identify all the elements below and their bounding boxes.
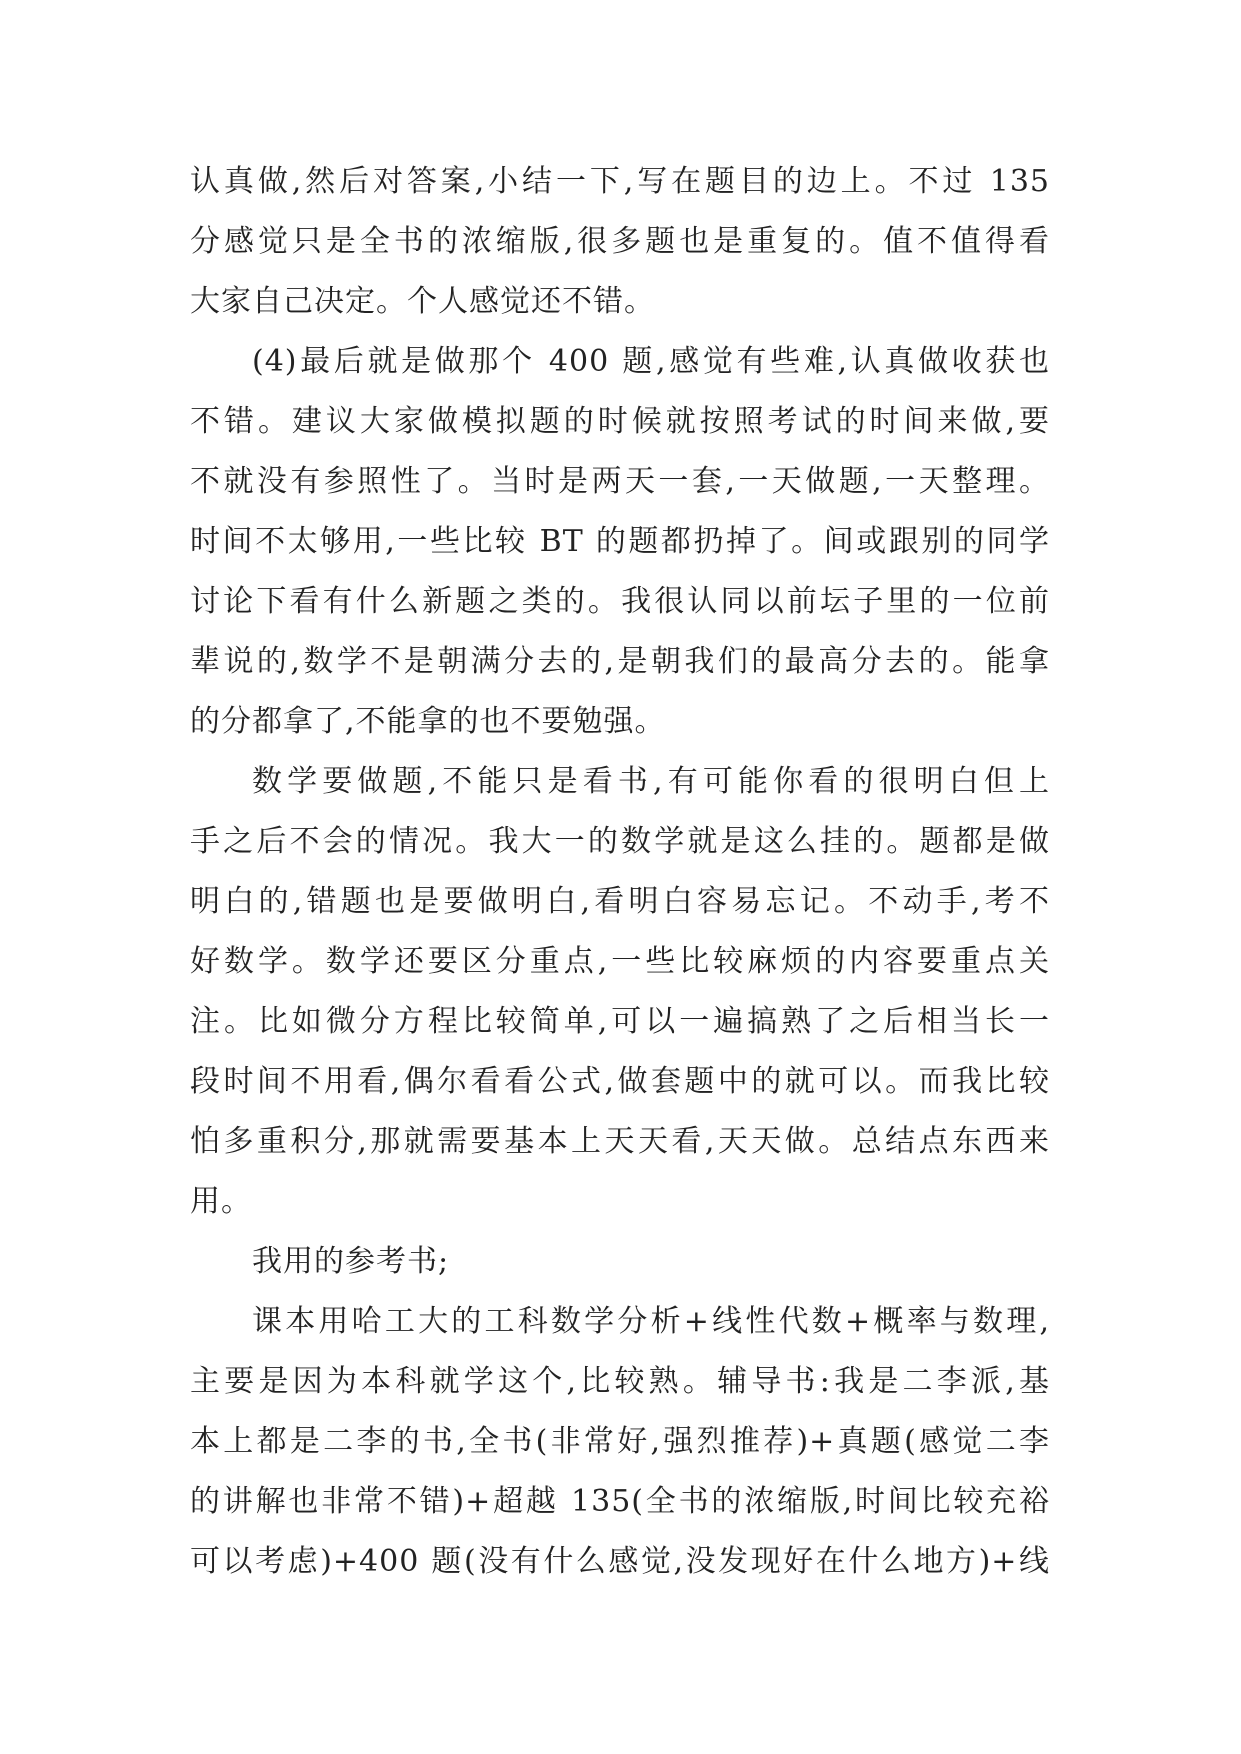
text-line: 的讲解也非常不错)+超越 135(全书的浓缩版,时间比较充裕 — [190, 1484, 1050, 1519]
text-line: 注。比如微分方程比较简单,可以一遍搞熟了之后相当长一 — [190, 1004, 1050, 1039]
text-line: 不就没有参照性了。当时是两天一套,一天做题,一天整理。 — [190, 464, 1050, 499]
text-line: 课本用哈工大的工科数学分析+线性代数+概率与数理, — [252, 1304, 1050, 1339]
text-line: 认真做,然后对答案,小结一下,写在题目的边上。不过 135 — [190, 164, 1050, 199]
text-line: 段时间不用看,偶尔看看公式,做套题中的就可以。而我比较 — [190, 1064, 1050, 1099]
text-line: 可以考虑)+400 题(没有什么感觉,没发现好在什么地方)+线 — [190, 1544, 1050, 1579]
text-line: 大家自己决定。个人感觉还不错。 — [190, 284, 655, 319]
text-line: 分感觉只是全书的浓缩版,很多题也是重复的。值不值得看 — [190, 224, 1050, 259]
text-line: 明白的,错题也是要做明白,看明白容易忘记。不动手,考不 — [190, 884, 1050, 919]
text-line: 讨论下看有什么新题之类的。我很认同以前坛子里的一位前 — [190, 584, 1050, 619]
text-line: 不错。建议大家做模拟题的时候就按照考试的时间来做,要 — [190, 404, 1050, 439]
text-line: (4)最后就是做那个 400 题,感觉有些难,认真做收获也 — [252, 344, 1050, 379]
text-line: 手之后不会的情况。我大一的数学就是这么挂的。题都是做 — [190, 824, 1050, 859]
text-line: 的分都拿了,不能拿的也不要勉强。 — [190, 704, 666, 739]
text-line: 我用的参考书; — [252, 1244, 450, 1279]
text-line: 辈说的,数学不是朝满分去的,是朝我们的最高分去的。能拿 — [190, 644, 1050, 679]
text-line: 怕多重积分,那就需要基本上天天看,天天做。总结点东西来 — [190, 1124, 1050, 1159]
text-line: 用。 — [190, 1184, 252, 1219]
text-line: 时间不太够用,一些比较 BT 的题都扔掉了。间或跟别的同学 — [190, 524, 1050, 559]
text-line: 数学要做题,不能只是看书,有可能你看的很明白但上 — [252, 764, 1050, 799]
text-line: 好数学。数学还要区分重点,一些比较麻烦的内容要重点关 — [190, 944, 1050, 979]
text-line: 本上都是二李的书,全书(非常好,强烈推荐)+真题(感觉二李 — [190, 1424, 1050, 1459]
text-line: 主要是因为本科就学这个,比较熟。辅导书:我是二李派,基 — [190, 1364, 1050, 1399]
